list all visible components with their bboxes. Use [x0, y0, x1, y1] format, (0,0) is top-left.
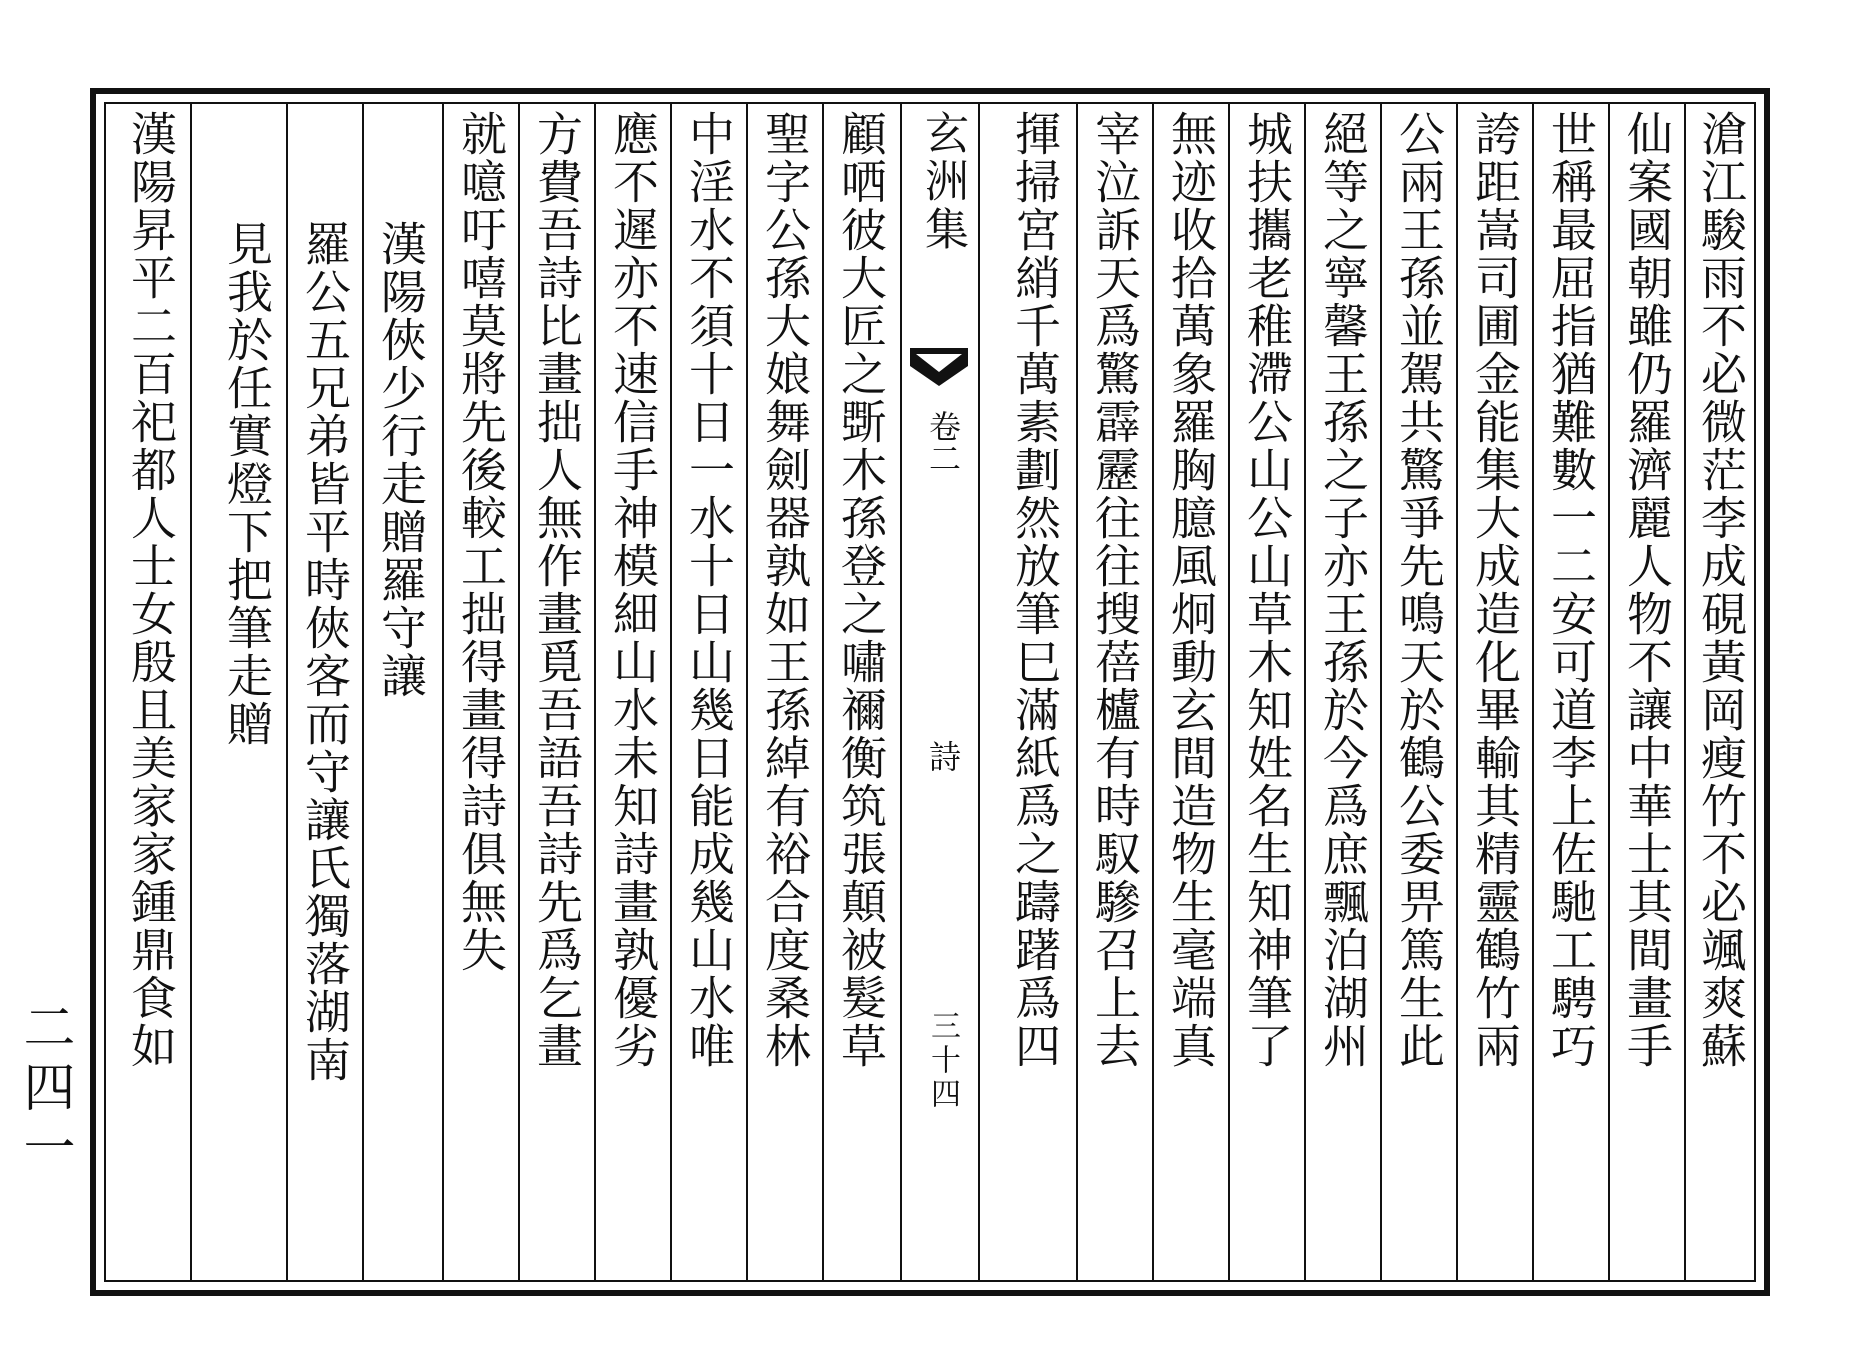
text-column-9: 宰泣訴天爲驚霹靂往往搜蓓櫨有時馭驂召上去	[1088, 110, 1142, 1070]
leaf-number: 三十四	[925, 1010, 960, 1112]
column-rule	[1380, 102, 1382, 1282]
text-column-1: 滄江駿雨不必微茫李成硯黃岡瘦竹不必颯爽蘇	[1694, 110, 1748, 1070]
column-rule	[1152, 102, 1154, 1282]
text-column-15: 方費吾詩比畫拙人無作畫覓吾語吾詩先爲乞畫	[530, 110, 584, 1070]
text-column-4: 誇距嵩司圃金能集大成造化畢輸其精靈鶴竹兩	[1468, 110, 1522, 1070]
banner-rule-left	[900, 102, 902, 1282]
column-rule	[362, 102, 364, 1282]
text-column-2: 仙案國朝雖仍羅濟麗人物不讓中華士其間畫手	[1620, 110, 1674, 1070]
text-column-12: 聖字公孫大娘舞劍器孰如王孫綽有裕合度桑林	[758, 110, 812, 1070]
column-rule	[1456, 102, 1458, 1282]
column-rule	[594, 102, 596, 1282]
column-rule	[670, 102, 672, 1282]
center-banner	[906, 110, 972, 1270]
text-column-20: 漢陽昇平二百祀都人士女殷且美家家鍾鼎食如	[124, 110, 178, 1070]
text-column-16: 就噫吁嘻莫將先後較工拙得畫得詩俱無失	[454, 110, 508, 974]
column-rule	[1532, 102, 1534, 1282]
text-column-14: 應不遲亦不速信手神模細山水未知詩畫孰優劣	[606, 110, 660, 1070]
text-column-13: 中淫水不須十日一水十日山幾日能成幾山水唯	[682, 110, 736, 1070]
text-column-10: 揮掃宮綃千萬素劃然放筆巳滿紙爲之躊躇爲四	[1008, 110, 1062, 1070]
column-rule	[1608, 102, 1610, 1282]
text-column-3: 世稱最屈指猶難數一二安可道李上佐馳工騁巧	[1544, 110, 1598, 1070]
preface-column-2: 見我於任實燈下把筆走贈	[220, 220, 274, 748]
text-column-5: 公兩王孫並駕共驚爭先鳴天於鶴公委畀篤生此	[1392, 110, 1446, 1070]
book-title: 玄洲集	[917, 110, 968, 254]
text-column-11: 顧哂彼大匠之斲木孫登之嘯禰衡筑張顛被髮草	[834, 110, 888, 1070]
column-rule	[1684, 102, 1686, 1282]
preface-column-1: 羅公五兄弟皆平時俠客而守讓氏獨落湖南	[298, 220, 352, 1084]
fish-tail-ornament	[908, 346, 970, 388]
column-rule	[442, 102, 444, 1282]
column-rule	[518, 102, 520, 1282]
volume-label: 卷二	[924, 410, 962, 474]
column-rule	[822, 102, 824, 1282]
column-rule	[286, 102, 288, 1282]
poem-title-column: 漢陽俠少行走贈羅守讓	[374, 220, 428, 700]
text-column-8: 無迹收拾萬象羅胸臆風炯動玄間造物生毫端真	[1164, 110, 1218, 1070]
column-rule	[746, 102, 748, 1282]
column-rule	[1228, 102, 1230, 1282]
genre-label: 詩	[924, 740, 962, 772]
text-column-7: 城扶攜老稚滯公山公山草木知姓名生知神筆了	[1240, 110, 1294, 1070]
column-rule	[1304, 102, 1306, 1282]
page-number: 二四一	[14, 1000, 74, 1180]
banner-rule-right	[978, 102, 980, 1282]
text-column-6: 絕等之寧馨王孫之子亦王孫於今爲庶飄泊湖州	[1316, 110, 1370, 1070]
column-rule	[1076, 102, 1078, 1282]
column-rule	[190, 102, 192, 1282]
